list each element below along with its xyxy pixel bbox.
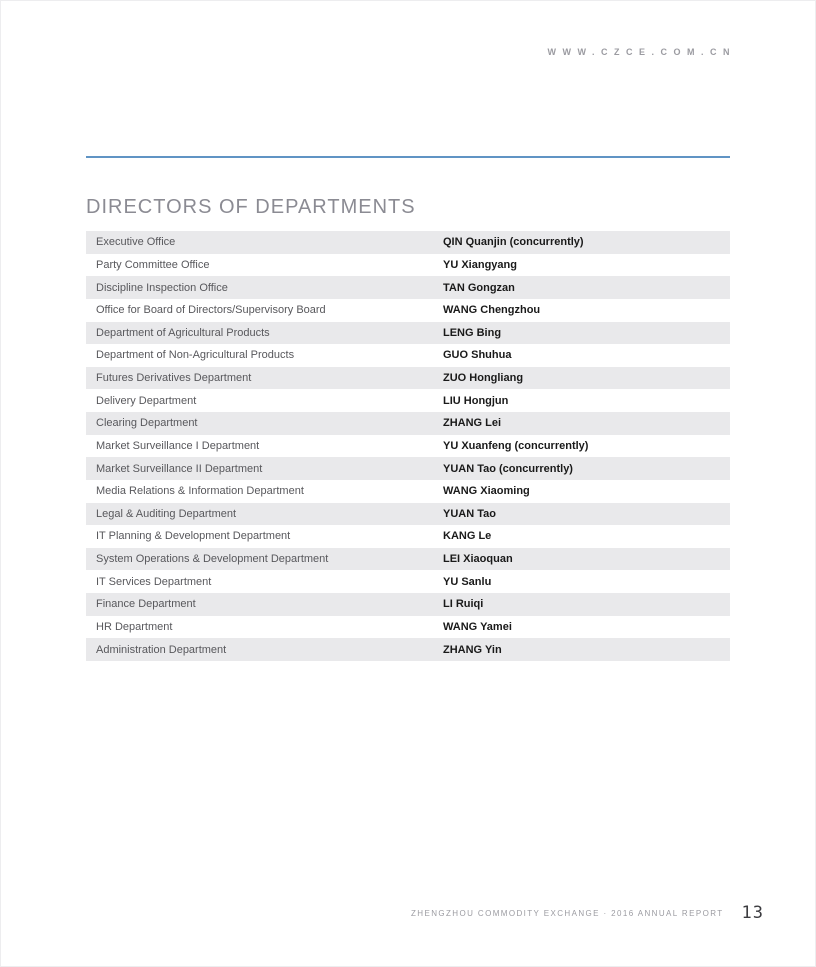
- director-name: KANG Le: [443, 530, 492, 543]
- department-name: Department of Agricultural Products: [96, 326, 270, 339]
- director-name: WANG Yamei: [443, 620, 512, 633]
- department-name: Market Surveillance I Department: [96, 439, 260, 452]
- table-row: [86, 638, 730, 661]
- director-name: YU Xiangyang: [443, 258, 517, 271]
- department-name: HR Department: [96, 620, 173, 633]
- table-row: [86, 389, 730, 412]
- director-name: GUO Shuhua: [443, 349, 512, 362]
- table-row: [86, 503, 730, 526]
- department-name: Administration Department: [96, 643, 227, 656]
- report-title-label: ZHENGZHOU COMMODITY EXCHANGE · 2016 ANNUAL REPORT: [411, 908, 724, 918]
- department-name: Legal & Auditing Department: [96, 507, 237, 520]
- department-name: Clearing Department: [96, 417, 198, 430]
- table-row: [86, 593, 730, 616]
- department-name: Finance Department: [96, 598, 196, 611]
- department-name: Futures Derivatives Department: [96, 372, 252, 385]
- department-name: Office for Board of Directors/Supervisory Board: [96, 304, 326, 317]
- director-name: WANG Chengzhou: [443, 304, 541, 317]
- page-footer: [411, 903, 764, 923]
- table-row: [86, 548, 730, 571]
- department-name: IT Planning & Development Department: [96, 530, 291, 543]
- department-name: Discipline Inspection Office: [96, 281, 228, 294]
- table-row: [86, 457, 730, 480]
- department-name: Delivery Department: [96, 394, 197, 407]
- table-row: [86, 525, 730, 548]
- department-name: IT Services Department: [96, 575, 212, 588]
- table-row: [86, 299, 730, 322]
- director-name: WANG Xiaoming: [443, 485, 530, 498]
- page-number: 13: [741, 903, 764, 923]
- director-name: YUAN Tao: [443, 507, 496, 520]
- department-name: Media Relations & Information Department: [96, 485, 304, 498]
- directors-table: [86, 231, 730, 661]
- director-name: LIU Hongjun: [443, 394, 509, 407]
- table-row: [86, 435, 730, 458]
- director-name: YUAN Tao (concurrently): [443, 462, 573, 475]
- department-name: Department of Non-Agricultural Products: [96, 349, 295, 362]
- department-name: System Operations & Development Department: [96, 553, 329, 566]
- table-row: [86, 344, 730, 367]
- director-name: LI Ruiqi: [443, 598, 484, 611]
- table-row: [86, 231, 730, 254]
- director-name: LEI Xiaoquan: [443, 553, 513, 566]
- director-name: YU Xuanfeng (concurrently): [443, 439, 589, 452]
- director-name: YU Sanlu: [443, 575, 492, 588]
- table-row: [86, 480, 730, 503]
- department-name: Market Surveillance II Department: [96, 462, 263, 475]
- director-name: TAN Gongzan: [443, 281, 515, 294]
- table-row: [86, 254, 730, 277]
- table-row: [86, 570, 730, 593]
- director-name: QIN Quanjin (concurrently): [443, 236, 584, 249]
- header-rule: [86, 156, 730, 158]
- department-name: Executive Office: [96, 236, 176, 249]
- page-title: DIRECTORS OF DEPARTMENTS: [86, 196, 416, 218]
- table-row: [86, 367, 730, 390]
- table-row: [86, 322, 730, 345]
- director-name: ZUO Hongliang: [443, 372, 524, 385]
- table-row: [86, 616, 730, 639]
- director-name: ZHANG Yin: [443, 643, 502, 656]
- director-name: ZHANG Lei: [443, 417, 502, 430]
- table-row: [86, 412, 730, 435]
- table-row: [86, 276, 730, 299]
- website-url: WWW.CZCE.COM.CN: [547, 47, 736, 57]
- director-name: LENG Bing: [443, 326, 502, 339]
- department-name: Party Committee Office: [96, 258, 210, 271]
